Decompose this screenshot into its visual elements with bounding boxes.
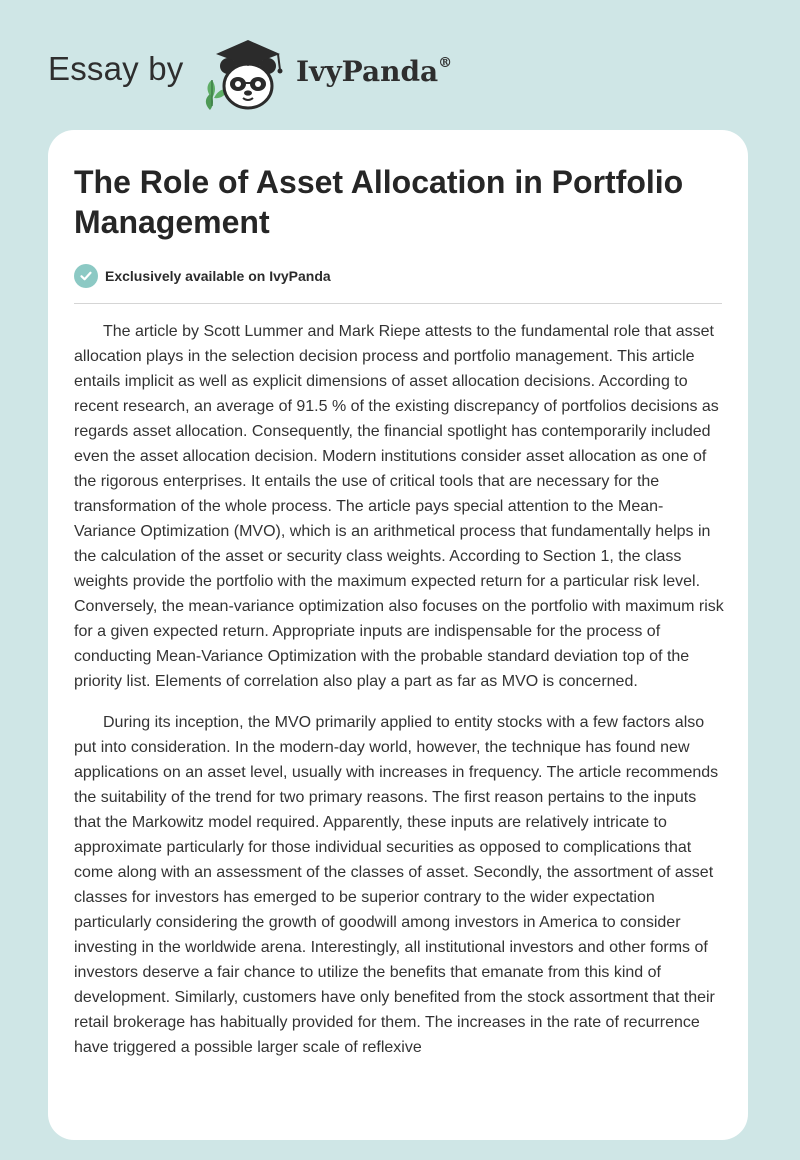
registered-mark: ®: [438, 54, 453, 71]
checkmark-icon: [74, 264, 98, 288]
exclusive-badge: [74, 263, 331, 289]
essay-by-label: Essay by: [48, 50, 184, 87]
divider: [74, 303, 722, 304]
brand-name[interactable]: [296, 55, 452, 88]
exclusive-badge-label: Exclusively available on IvyPanda: [105, 268, 331, 284]
site-header: [0, 0, 800, 120]
essay-card: [48, 130, 748, 1140]
panda-logo-icon[interactable]: [200, 36, 292, 112]
brand-name-text: IvyPanda: [296, 55, 439, 88]
page-title: The Role of Asset Allocation in Portfolio Management: [74, 164, 684, 240]
essay-body: [74, 319, 724, 1076]
paragraph: During its inception, the MVO primarily applied to entity stocks with a few factors also put into consideration. In the modern-day world, however, the technique has found new applications on an asset level, usually with increases in frequency. The article recommends the suitability of the trend for two primary reasons. The first reason pertains to the inputs that the Markowitz model required. Apparently, these inputs are relatively intricate to approximate particularly for those individual securities as opposed to complications that come along with an assessment of the classes of asset. Secondly, the assortment of asset classes for investors has emerged to be superior contrary to the wider expectation particularly considering the growth of goodwill among investors in America to consider investing in the worldwide arena. Interestingly, all institutional investors and other forms of investors deserve a fair chance to utilize the benefits that emanate from this kind of development. Similarly, customers have only benefited from the stock assortment that their retail brokerage has habitually provided for them. The increases in the rate of recurrence have triggered a possible larger scale of reflexive: [74, 714, 719, 1056]
paragraph: The article by Scott Lummer and Mark Riepe attests to the fundamental role that asset allocation plays in the selection decision process and portfolio management. This article entails implicit as well as explicit dimensions of asset allocation decisions. According to recent research, an average of 91.5 % of the existing discrepancy of portfolios decisions as regards asset allocation. Consequently, the financial spotlight has contemporarily included even the asset allocation decision. Modern institutions consider asset allocation as one of the rigorous enterprises. It entails the use of critical tools that are necessary for the transformation of the whole process. The article pays special attention to the Mean-Variance Optimization (MVO), which is an arithmetical process that fundamentally helps in the calculation of the asset or security class weights. According to Section 1, the class weights provide the portfolio with the maximum expected return for a particular risk level. Conversely, the mean-variance optimization also focuses on the portfolio with maximum risk for a given expected return. Appropriate inputs are indispensable for the process of conducting Mean-Variance Optimization with the probable standard deviation top of the priority list. Elements of correlation also play a part as far as MVO is concerned.: [74, 323, 724, 690]
